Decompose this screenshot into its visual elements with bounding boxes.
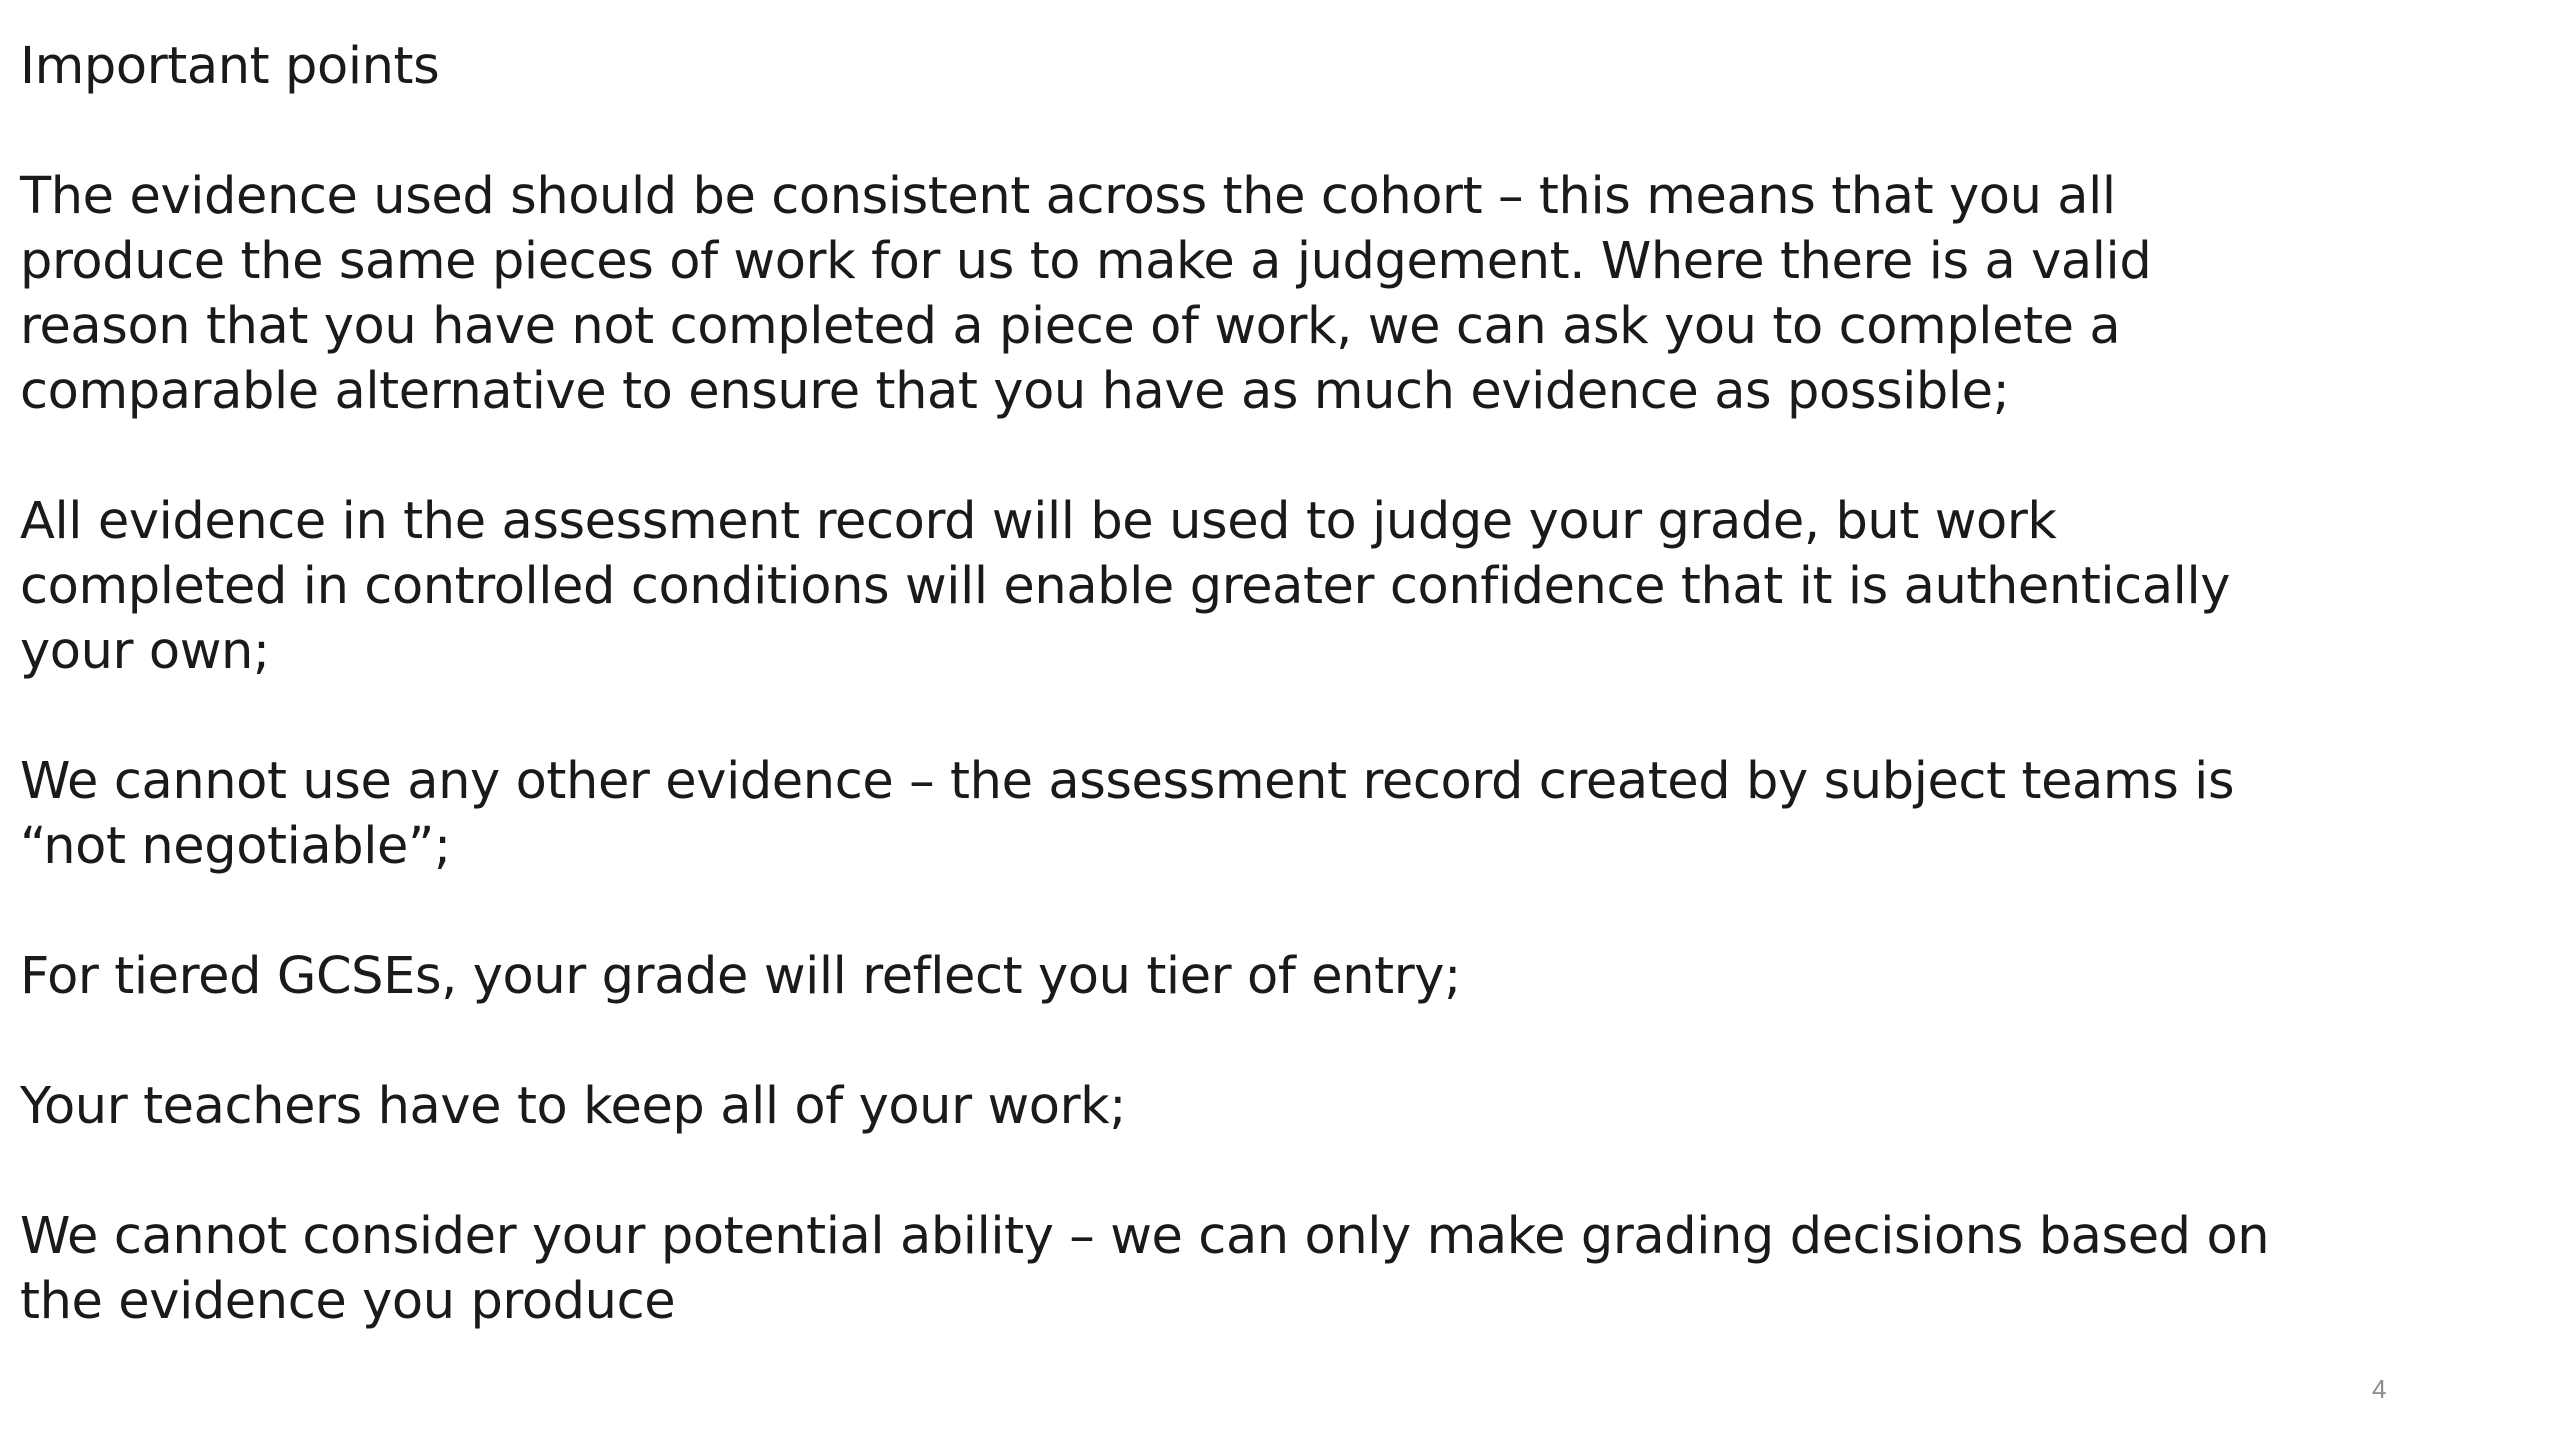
paragraph-line: comparable alternative to ensure that you have as much evidence as possible; bbox=[20, 362, 2010, 421]
paragraph-line: We cannot use any other evidence – the assessment record created by subject teams is bbox=[20, 752, 2235, 811]
paragraph-evidence-consistency bbox=[20, 164, 2480, 424]
paragraph-line: produce the same pieces of work for us to make a judgement. Where there is a valid bbox=[20, 232, 2152, 291]
paragraph-line: Your teachers have to keep all of your work; bbox=[20, 1077, 1127, 1136]
paragraph-line: the evidence you produce bbox=[20, 1272, 676, 1331]
paragraph-line: reason that you have not completed a piece of work, we can ask you to complete a bbox=[20, 297, 2121, 356]
paragraph-all-evidence bbox=[20, 489, 2480, 684]
paragraph-keep-work bbox=[20, 1074, 2480, 1139]
paragraph-line: completed in controlled conditions will enable greater confidence that it is authentically bbox=[20, 557, 2230, 616]
slide-body bbox=[20, 34, 2480, 1399]
paragraph-line: your own; bbox=[20, 622, 270, 681]
slide-heading: Important points bbox=[20, 37, 440, 96]
page-number: 4 bbox=[2372, 1374, 2387, 1404]
paragraph-potential-ability bbox=[20, 1204, 2480, 1334]
paragraph-line: For tiered GCSEs, your grade will reflect you tier of entry; bbox=[20, 947, 1461, 1006]
paragraph-no-other-evidence bbox=[20, 749, 2480, 879]
paragraph-tiered-gcses bbox=[20, 944, 2480, 1009]
paragraph-line: The evidence used should be consistent across the cohort – this means that you all bbox=[20, 167, 2116, 226]
paragraph-line: “not negotiable”; bbox=[20, 817, 451, 876]
paragraph-line: All evidence in the assessment record will be used to judge your grade, but work bbox=[20, 492, 2057, 551]
paragraph-line: We cannot consider your potential ability – we can only make grading decisions based on bbox=[20, 1207, 2270, 1266]
